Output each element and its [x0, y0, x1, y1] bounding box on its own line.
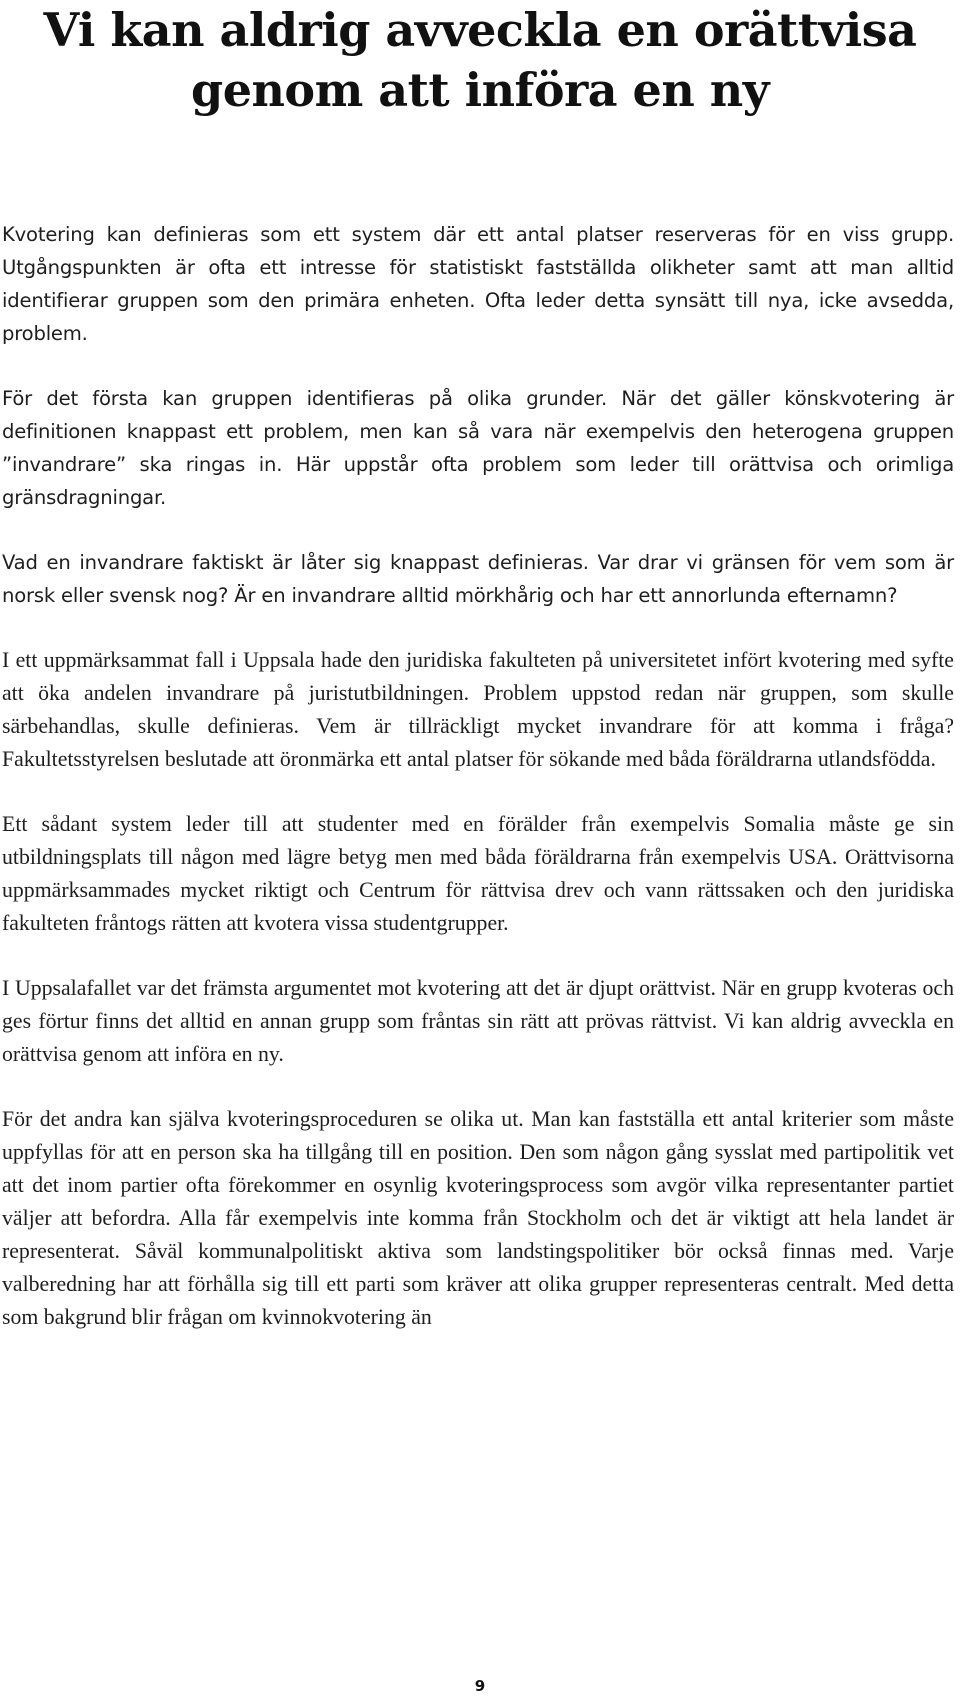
article-body: [2, 218, 954, 1366]
paragraph-2: För det första kan gruppen identifieras på olika grunder. När det gäller könskvotering är definitionen knappast ett problem, men kan så vara när exempelvis den heterogena gruppen ”invandrare” ska ringas in. Här uppstår ofta problem som leder till orättvisa och orimliga gränsdragningar.: [2, 387, 954, 509]
paragraph-4: I ett uppmärksammat fall i Uppsala hade den juridiska fakulteten på universitetet infört kvotering med syfte att öka andelen invandrare på juristutbildningen. Problem uppstod redan när gruppen, som skulle särbehandlas, skulle definieras. Vem är tillräckligt mycket invandrare för att komma i fråga? Fakultetsstyrelsen beslutade att öronmärka ett antal platser för sökande med båda föräldrarna utlandsfödda.: [2, 648, 954, 771]
paragraph-3: Vad en invandrare faktiskt är låter sig knappast definieras. Var drar vi gränsen för vem som är norsk eller svensk nog? Är en invandrare alltid mörkhårig och har ett annorlunda efternamn?: [2, 551, 954, 607]
paragraph-1: Kvotering kan definieras som ett system där ett antal platser reserveras för en viss grupp. Utgångspunkten är ofta ett intresse för statistiskt fastställda olikheter samt att man alltid identifierar gruppen som den primära enheten. Ofta leder detta synsätt till nya, icke avsedda, problem.: [2, 223, 954, 345]
article-title: Vi kan aldrig avveckla en orättvisa genom att införa en ny: [43, 3, 917, 117]
paragraph-7: För det andra kan själva kvoteringsproceduren se olika ut. Man kan fastställa ett antal kriterier som måste uppfyllas för att en person ska ha tillgång till en position. Den som någon gång sysslat med partipolitik vet att det inom partier ofta förekommer en osynlig kvoteringsprocess som avgör vilka representanter partiet väljer att befordra. Alla får exempelvis inte komma från Stockholm och det är viktigt att hela landet är representerat. Såväl kommunalpolitiskt aktiva som landstingspolitiker bör också finnas med. Varje valberedning har att förhålla sig till ett parti som kräver att olika grupper representeras centralt. Med detta som bakgrund blir frågan om kvinnokvotering än: [2, 1107, 954, 1329]
paragraph-6: I Uppsalafallet var det främsta argumentet mot kvotering att det är djupt orättvist. När en grupp kvoteras och ges förtur finns det alltid en annan grupp som fråntas sin rätt att prövas rättvist. Vi kan aldrig avveckla en orättvisa genom att införa en ny.: [2, 976, 954, 1066]
page-number: 9: [474, 1677, 486, 1695]
paragraph-5: Ett sådant system leder till att studenter med en förälder från exempelvis Somalia måste ge sin utbildningsplats till någon med lägre betyg men med båda föräldrarna från exempelvis USA. Orättvisorna uppmärksammades mycket riktigt och Centrum för rättvisa drev och vann rättssaken och den juridiska fakulteten fråntogs rätten att kvotera vissa studentgrupper.: [2, 812, 954, 935]
